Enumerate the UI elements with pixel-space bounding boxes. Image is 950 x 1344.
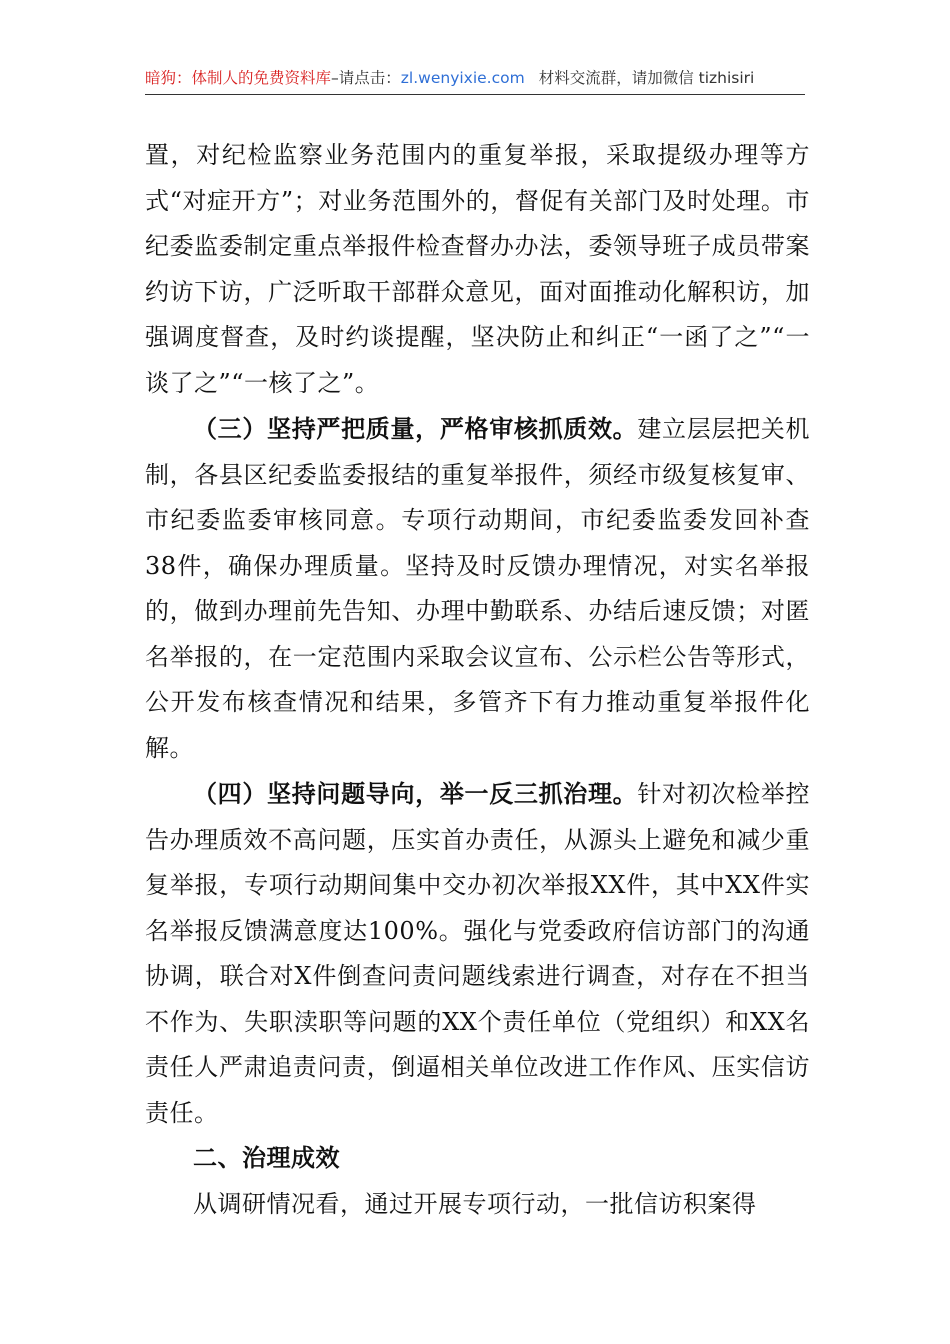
paragraph-body-3: 建立层层把关机制，各县区纪委监委报结的重复举报件，须经市级复核复审、市纪委监委审核同意。专项行动期间，市纪委监委发回补查38件，确保办理质量。坚持及时反馈办理情况，对实名举报的，做到办理前先告知、办理中勤联系、办结后速反馈；对匿名举报的，在一定范围内采取会议宣布、公示栏公告等形式，公开发布核查情况和结果，多管齐下有力推动重复举报件化解。 xyxy=(145,415,810,762)
header-link[interactable]: zl.wenyixie.com xyxy=(400,69,525,87)
paragraph-heading-4: （四）坚持问题导向，举一反三抓治理。 xyxy=(193,779,638,808)
paragraph-body-4: 针对初次检举控告办理质效不高问题，压实首办责任，从源头上避免和减少重复举报，专项行动期间集中交办初次举报XX件，其中XX件实名举报反馈满意度达100%。强化与党委政府信访部门的沟通协调，联合对X件倒查问责问题线索进行调查，对存在不担当不作为、失职渎职等问题的XX个责任单位（党组织）和XX名责任人严肃追责问责，倒逼相关单位改进工作作风、压实信访责任。 xyxy=(145,780,810,1127)
header-site-name: 暗狗：体制人的免费资料库 xyxy=(145,69,332,87)
header-click-hint: –请点击： xyxy=(331,69,401,87)
page-header xyxy=(145,62,805,95)
document-body xyxy=(145,133,810,1227)
paragraph-results: 从调研情况看，通过开展专项行动，一批信访积案得 xyxy=(193,1189,757,1218)
paragraph-section-4 xyxy=(145,771,810,1136)
paragraph-continued: 置，对纪检监察业务范围内的重复举报，采取提级办理等方式“对症开方”；对业务范围外的，督促有关部门及时处理。市纪委监委制定重点举报件检查督办办法，委领导班子成员带案约访下访，广泛听取干部群众意见，面对面推动化解积访，加强调度督查，及时约谈提醒，坚决防止和纠正“一函了之”“一谈了之”“一核了之”。 xyxy=(145,141,810,397)
paragraph-heading-3: （三）坚持严把质量，严格审核抓质效。 xyxy=(193,414,638,443)
header-wechat-note: 材料交流群，请加微信 tizhisiri xyxy=(538,69,755,87)
section-title-2: 二、治理成效 xyxy=(193,1144,340,1172)
paragraph-section-3 xyxy=(145,406,810,771)
